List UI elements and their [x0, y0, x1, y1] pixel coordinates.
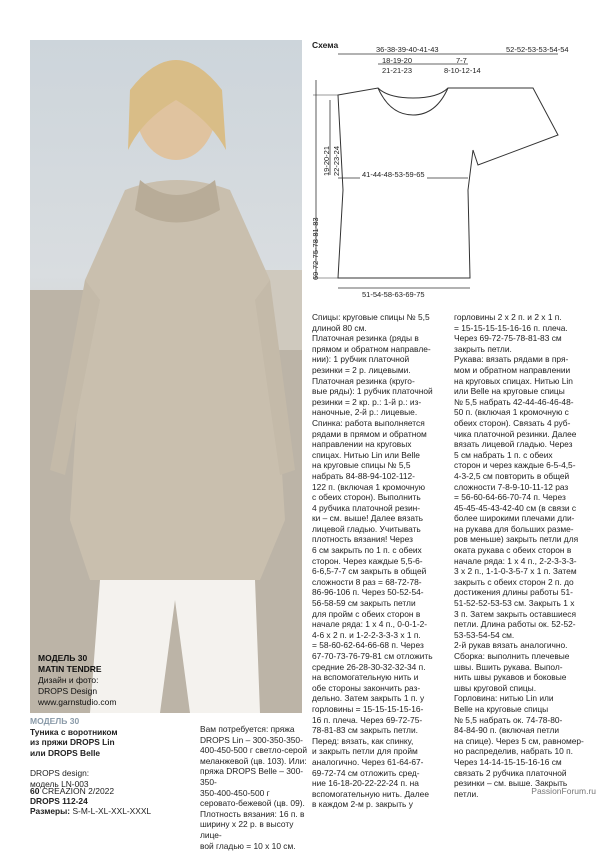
text-line: на спице). Через 5 см, равномер- [454, 735, 584, 746]
caption-brand: DROPS Design [38, 686, 98, 696]
text-line: спицах. Нитью Lin или Belle [312, 449, 420, 460]
text-line: вспомогательную нить. Далее [312, 788, 429, 799]
text-line: и закрыть петли для пройм [312, 746, 418, 757]
text-line: ки – см. выше! Далее вязать [312, 513, 424, 524]
text-line: 53-53-54-54 см. [454, 629, 515, 640]
text-line: наночные, 2-й р.: лицевые. [312, 407, 418, 418]
text-line: Рукава: вязать рядами в пря- [454, 354, 569, 365]
text-line: Через 14-14-15-15-16-16 см [454, 756, 562, 767]
instructions-column-2 [454, 312, 594, 799]
text-line: на круговые спицы № 5,5 [312, 460, 411, 471]
text-line: швы. Вшить рукава. Выпол- [454, 661, 563, 672]
text-line: средние 26-28-30-32-32-34 п. [312, 661, 426, 672]
text-line: более широкими плечами дли- [454, 513, 575, 524]
text-line: на рукава для больших разме- [454, 523, 574, 534]
text-line: на вспомогательную нить и [312, 672, 419, 683]
label-neck-width2: 21-21-23 [382, 66, 413, 75]
text-line: петли. [454, 788, 479, 799]
text-line: 3 п. Затем закрыть оставшиеся [454, 608, 577, 619]
text-line: 78-81-83 см закрыть петли. [312, 725, 418, 736]
text-line: Вам потребуется: пряжа [200, 724, 295, 734]
text-line: Спицы: круговые спицы № 5,5 [312, 312, 430, 322]
text-line: 69-72-74 см отложить сред- [312, 767, 420, 778]
label-total-length: 69-72-75-78-81-83 [311, 217, 320, 280]
label-armhole-height: 19-20-21 [322, 145, 331, 176]
text-line: швы круговой спицы. [454, 682, 537, 693]
text-line: ров меньше) закрыть петли для [454, 534, 579, 545]
model-title-1: Туника с воротником [30, 726, 118, 737]
text-line: 2-й рукав вязать аналогично. [454, 640, 568, 651]
caption-name: MATIN TENDRE [38, 664, 102, 674]
text-line: Перед: вязать, как спинку, [312, 735, 414, 746]
label-sleeve-length: 52-52-53-53-54-54 [506, 45, 569, 54]
text-line: для пройм с обеих сторон в [312, 608, 421, 619]
text-line: Через 69-72-75-78-81-83 см [454, 333, 562, 344]
text-line: направлении на круговых [312, 439, 412, 450]
label-shoulder: 7-7 [456, 56, 467, 65]
text-line: сложности 7-8-9-10-11-12 раз [454, 481, 569, 492]
schema-title: Схема [312, 40, 339, 50]
text-line: закрыть петли. [454, 343, 512, 354]
text-line: 6-6,5-7-7 см закрыть в общей [312, 566, 427, 577]
text-line: мом и обратном направлении [454, 364, 571, 375]
text-line: 3 х 2 п., 1-1-0-3-5-7 х 1 п. Затем [454, 566, 577, 577]
text-line: 51-52-52-53-53 см. Закрыть 1 х [454, 598, 575, 609]
text-line: 6 см закрыть по 1 п. с обеих [312, 545, 422, 556]
label-shoulder2: 8-10-12-14 [444, 66, 481, 75]
text-line: ние 16-18-20-22-22-24 п. на [312, 778, 419, 789]
magazine-name: CREAZION 2/2022 [41, 786, 115, 796]
label-chest-width: 41-44-48-53-59-65 [362, 170, 425, 179]
text-line: начале ряда: 1 х 4 п., 2-2-3-3-3- [454, 555, 577, 566]
page-number: 60 [30, 786, 40, 796]
text-line: петли. Длина работы ок. 52-52- [454, 619, 576, 630]
model-title-2: из пряжи DROPS Lin [30, 737, 115, 748]
text-line: или Belle на круговые спицы [454, 386, 565, 397]
text-line: обеих сторон). Связать 4 руб- [454, 417, 571, 428]
label-neck-width: 18-19-20 [382, 56, 413, 65]
text-line: 84-84-90 п. (включая петли [454, 725, 560, 736]
text-line: = 58-60-62-64-66-68 п. Через [312, 640, 424, 651]
text-line: 56-58-59 см закрыть петли [312, 598, 416, 609]
text-line: горловины = 15-15-15-15-16- [312, 703, 424, 714]
label-bottom-width: 51-54-58-63-69-75 [362, 290, 425, 299]
model-photo [30, 40, 302, 713]
text-line: вязать лицевой гладью. Через [454, 439, 573, 450]
sizes-label: Размеры: [30, 806, 71, 817]
text-line: = 15-15-15-15-16-16 п. плеча. [454, 322, 568, 333]
text-line: с обеих сторон). Выполнить [312, 492, 421, 503]
text-line: 45-45-45-43-42-40 см (в связи с [454, 502, 577, 513]
drops-number: DROPS 112-24 [30, 795, 88, 806]
text-line: обе стороны закончить раз- [312, 682, 421, 693]
sizes-line [30, 806, 200, 817]
text-line: лицевой гладью. Учитывать [312, 523, 421, 534]
text-line: нии): 1 рубчик платочной [312, 354, 410, 365]
label-top-width: 36-38-39-40-41-43 [376, 45, 439, 54]
model-title-3: или DROPS Belle [30, 747, 101, 758]
text-line: дельно. Затем закрыть 1 п. у [312, 693, 425, 704]
text-line: 67-70-73-76-79-81 см отложить [312, 651, 433, 661]
text-line: рядами в прямом и обратном [312, 428, 427, 439]
text-line: прямом и обратном направле- [312, 343, 431, 354]
text-line: № 5,5 набрать ок. 74-78-80- [454, 714, 563, 725]
text-line: 50 п. (включая 1 кромочную с [454, 407, 569, 418]
text-line: оката рукава с обеих сторон в [454, 545, 572, 556]
text-line: резинки = 2 р. лицевыми. [312, 364, 411, 375]
text-line: 16 п. плеча. Через 69-72-75- [312, 714, 423, 725]
text-line: резинки – см. выше. Закрыть [454, 778, 568, 789]
text-line: 400-450-500 г светло-серой [200, 745, 308, 756]
schema-diagram [308, 40, 598, 310]
text-line: сторон. Через каждые 5,5-6- [312, 555, 423, 566]
schema-drawing [308, 40, 598, 310]
text-line: 5 см набрать 1 п. с обеих [454, 449, 553, 460]
instructions-column-1 [312, 312, 452, 810]
text-line: меланжевой (цв. 103). Или: [200, 755, 307, 766]
text-line: начале ряда: 1 х 4 п., 0-0-1-2- [312, 619, 428, 630]
text-line: сложности 8 раз = 68-72-78- [312, 576, 422, 587]
label-armhole-height2: 22-23-24 [332, 145, 341, 176]
text-line: ширину х 22 р. в высоту лице- [200, 819, 294, 840]
caption-design: Дизайн и фото: [38, 675, 99, 685]
text-line: 86-96-106 п. Через 50-52-54- [312, 587, 424, 598]
text-line: на круговых спицах. Нитью Lin [454, 375, 573, 386]
design-line-1: DROPS design: [30, 768, 90, 779]
text-line: плотность вязания! Через [312, 534, 413, 545]
text-line: вые ряды): 1 рубчик платочной [312, 386, 433, 397]
text-line: достижения длины работы 51- [454, 587, 573, 598]
text-line: 350-400-450-500 г [200, 787, 270, 798]
photo-caption [38, 653, 238, 708]
model-info [30, 716, 200, 817]
model-number: МОДЕЛЬ 30 [30, 716, 80, 726]
text-line: резинки = 2 кр. р.: 1-й р.: из- [312, 396, 422, 407]
text-line: горловины 2 х 2 п. и 2 х 1 п. [454, 312, 562, 322]
materials-column [200, 724, 310, 851]
watermark: PassionForum.ru [531, 786, 596, 796]
text-line: № 5,5 набрать 42-44-46-46-48- [454, 396, 574, 407]
text-line: вой гладью = 10 х 10 см. [200, 840, 296, 851]
text-line: нить швы рукавов и боковые [454, 672, 567, 683]
text-line: 122 п. (включая 1 кромочную [312, 481, 426, 492]
design-line-2: модель LN-003 [30, 778, 89, 789]
text-line: серовато-бежевой (цв. 09). [200, 798, 305, 809]
text-line: набрать 84-88-94-102-112- [312, 470, 415, 481]
text-line: = 56-60-64-66-70-74 п. Через [454, 492, 566, 503]
text-line: закрыть с обеих сторон 2 п. до [454, 576, 574, 587]
text-line: чика платочной резинки. Далее [454, 428, 577, 439]
text-line: Сборка: выполнить плечевые [454, 651, 570, 661]
text-line: связать 2 рубчика платочной [454, 767, 567, 778]
caption-model: МОДЕЛЬ 30 [38, 653, 88, 663]
sizes-value: S-M-L-XL-XXL-XXXL [72, 806, 152, 817]
text-line: но распределив, набрать 10 п. [454, 746, 573, 757]
text-line: Горловина: нитью Lin или [454, 693, 554, 704]
text-line: 4 рубчика платочной резин- [312, 502, 421, 513]
page-footer [30, 786, 114, 796]
text-line: в каждом 2-м р. закрыть у [312, 799, 413, 810]
text-line: аналогично. Через 61-64-67- [312, 756, 424, 767]
model-illustration [30, 40, 302, 713]
text-line: сторон и через каждые 6-5-4,5- [454, 460, 576, 471]
text-line: Платочная резинка (ряды в [312, 333, 419, 344]
text-line: Плотность вязания: 16 п. в [200, 808, 305, 819]
text-line: Спинка: работа выполняется [312, 417, 425, 428]
text-line: Платочная резинка (круго- [312, 375, 415, 386]
text-line: длиной 80 см. [312, 322, 367, 333]
text-line: Belle на круговые спицы [454, 703, 549, 714]
caption-site: www.garnstudio.com [38, 697, 117, 707]
text-line: 4-6 х 2 п. и 1-2-2-3-3-3 х 1 п. [312, 629, 421, 640]
text-line: пряжа DROPS Belle – 300-350- [200, 766, 304, 787]
text-line: 4-3-2,5 см повторить в общей [454, 470, 570, 481]
text-line: DROPS Lin – 300-350-350- [200, 734, 303, 745]
